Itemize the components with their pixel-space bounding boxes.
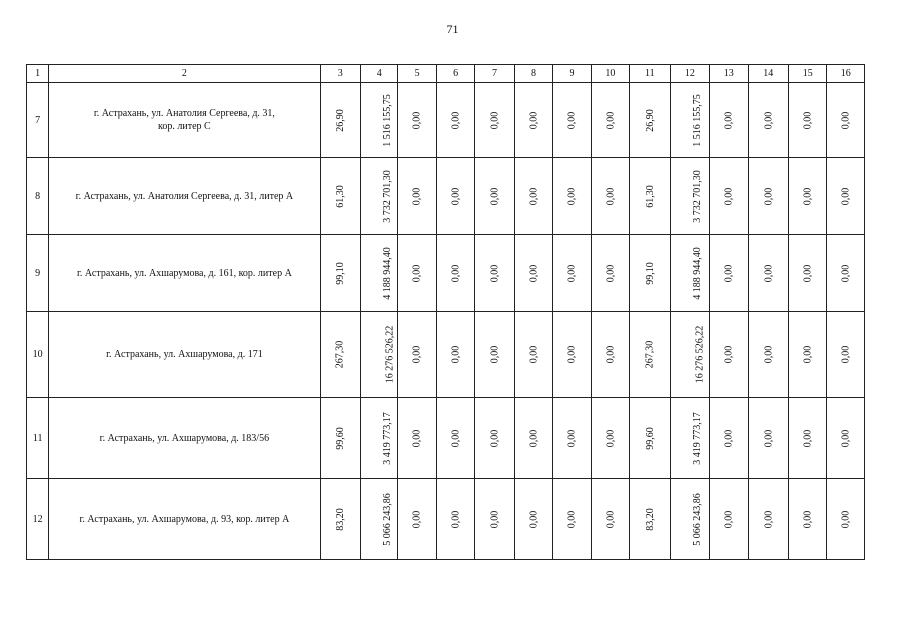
value-cell	[553, 83, 591, 158]
column-header: 14	[748, 65, 788, 83]
value-text: 0,00	[489, 345, 501, 364]
value-cell	[630, 312, 670, 398]
value-cell	[320, 235, 360, 312]
value-cell	[360, 235, 397, 312]
value-cell	[514, 479, 552, 560]
value-cell	[827, 83, 865, 158]
value-text: 1 516 155,75	[691, 93, 703, 147]
value-text: 0,00	[411, 510, 423, 528]
value-text: 5 066 243,86	[381, 492, 393, 546]
address-cell: г. Астрахань, ул. Анатолия Сергеева, д. 31, литер А	[49, 158, 320, 235]
value-cell	[475, 479, 514, 560]
value-text: 0,00	[489, 264, 501, 282]
value-cell	[514, 235, 552, 312]
value-text: 0,00	[762, 264, 774, 282]
value-text: 0,00	[604, 429, 616, 447]
value-text: 0,00	[762, 111, 774, 129]
value-cell	[398, 479, 436, 560]
value-text: 0,00	[840, 187, 852, 205]
value-text: 0,00	[566, 345, 578, 364]
value-cell	[827, 398, 865, 479]
value-cell	[436, 312, 474, 398]
value-cell	[514, 312, 552, 398]
value-text: 0,00	[411, 429, 423, 447]
value-cell	[748, 83, 788, 158]
value-text: 0,00	[840, 111, 852, 129]
value-cell	[789, 398, 827, 479]
value-text: 5 066 243,86	[691, 492, 703, 546]
value-text: 0,00	[450, 345, 462, 364]
value-text: 0,00	[411, 345, 423, 364]
value-text: 0,00	[528, 345, 539, 364]
value-cell	[789, 312, 827, 398]
value-text: 0,00	[566, 111, 578, 129]
row-number: 7	[27, 83, 49, 158]
value-cell	[710, 479, 748, 560]
column-header: 16	[827, 65, 865, 83]
value-cell	[630, 398, 670, 479]
value-cell	[789, 158, 827, 235]
value-cell	[360, 158, 397, 235]
value-text: 0,00	[723, 111, 735, 129]
address-cell: г. Астрахань, ул. Ахшарумова, д. 171	[49, 312, 320, 398]
value-text: 0,00	[528, 111, 539, 129]
value-text: 0,00	[762, 429, 774, 447]
value-cell	[436, 235, 474, 312]
value-cell	[360, 312, 397, 398]
value-cell	[710, 158, 748, 235]
table-row	[27, 312, 865, 398]
column-header: 5	[398, 65, 436, 83]
value-text: 99,60	[644, 426, 656, 450]
value-cell	[475, 235, 514, 312]
value-text: 61,30	[334, 184, 346, 208]
value-cell	[320, 312, 360, 398]
value-text: 0,00	[528, 510, 539, 528]
value-cell	[748, 235, 788, 312]
table-row	[27, 235, 865, 312]
value-cell	[398, 398, 436, 479]
value-text: 0,00	[762, 345, 774, 364]
value-cell	[553, 235, 591, 312]
value-text: 1 516 155,75	[381, 93, 393, 147]
value-cell	[553, 312, 591, 398]
value-text: 61,30	[644, 184, 656, 208]
value-text: 0,00	[411, 111, 423, 129]
address-cell: г. Астрахань, ул. Анатолия Сергеева, д. 31, кор. литер С	[49, 83, 320, 158]
value-text: 0,00	[840, 510, 852, 528]
value-text: 0,00	[723, 187, 735, 205]
value-text: 267,30	[334, 340, 346, 369]
row-number: 12	[27, 479, 49, 560]
value-text: 0,00	[566, 429, 578, 447]
value-text: 0,00	[450, 429, 462, 447]
value-text: 267,30	[644, 340, 656, 369]
table-row	[27, 83, 865, 158]
value-cell	[436, 158, 474, 235]
value-cell	[553, 158, 591, 235]
value-text: 99,60	[334, 426, 346, 450]
value-cell	[591, 235, 629, 312]
value-cell	[670, 398, 709, 479]
value-cell	[789, 83, 827, 158]
value-text: 0,00	[802, 264, 814, 282]
value-text: 0,00	[723, 264, 735, 282]
value-cell	[827, 158, 865, 235]
value-text: 0,00	[489, 510, 501, 528]
value-cell	[670, 479, 709, 560]
value-cell	[630, 158, 670, 235]
address-cell: г. Астрахань, ул. Ахшарумова, д. 161, кор. литер А	[49, 235, 320, 312]
value-text: 0,00	[604, 264, 616, 282]
value-text: 0,00	[450, 187, 462, 205]
value-text: 0,00	[411, 187, 423, 205]
value-cell	[748, 158, 788, 235]
value-text: 0,00	[604, 345, 616, 364]
value-cell	[670, 158, 709, 235]
value-text: 0,00	[840, 345, 852, 364]
value-text: 0,00	[489, 111, 501, 129]
value-text: 3 732 701,30	[691, 169, 703, 223]
value-text: 3 419 773,17	[691, 411, 703, 465]
value-text: 99,10	[644, 261, 656, 285]
value-text: 0,00	[528, 264, 539, 282]
value-text: 16 276 526,22	[384, 325, 396, 384]
value-cell	[475, 312, 514, 398]
value-cell	[591, 158, 629, 235]
value-cell	[436, 83, 474, 158]
page-number: 71	[446, 22, 459, 36]
column-header: 8	[514, 65, 552, 83]
value-cell	[475, 398, 514, 479]
row-number: 10	[27, 312, 49, 398]
value-cell	[670, 312, 709, 398]
value-cell	[398, 312, 436, 398]
value-cell	[710, 235, 748, 312]
value-cell	[360, 398, 397, 479]
value-text: 0,00	[411, 264, 423, 282]
value-text: 0,00	[840, 264, 852, 282]
value-text: 0,00	[762, 510, 774, 528]
column-header: 3	[320, 65, 360, 83]
value-text: 0,00	[528, 187, 539, 205]
value-cell	[827, 479, 865, 560]
value-cell	[514, 83, 552, 158]
value-text: 0,00	[802, 429, 814, 447]
value-cell	[789, 235, 827, 312]
value-cell	[398, 158, 436, 235]
row-number: 9	[27, 235, 49, 312]
value-cell	[360, 479, 397, 560]
value-cell	[748, 312, 788, 398]
value-text: 0,00	[723, 429, 735, 447]
value-text: 0,00	[489, 429, 501, 447]
column-header: 13	[710, 65, 748, 83]
value-cell	[591, 312, 629, 398]
value-text: 83,20	[334, 507, 346, 531]
address-cell: г. Астрахань, ул. Ахшарумова, д. 183/56	[49, 398, 320, 479]
column-header: 1	[27, 65, 49, 83]
column-header: 12	[670, 65, 709, 83]
value-cell	[748, 398, 788, 479]
value-text: 99,10	[334, 261, 346, 285]
value-text: 3 732 701,30	[381, 169, 393, 223]
value-text: 0,00	[762, 187, 774, 205]
value-cell	[436, 479, 474, 560]
value-cell	[630, 479, 670, 560]
value-cell	[320, 398, 360, 479]
value-cell	[827, 235, 865, 312]
table-row	[27, 158, 865, 235]
header-row	[27, 65, 865, 83]
value-cell	[320, 158, 360, 235]
address-cell: г. Астрахань, ул. Ахшарумова, д. 93, кор. литер А	[49, 479, 320, 560]
value-cell	[630, 83, 670, 158]
value-text: 0,00	[604, 510, 616, 528]
value-text: 0,00	[528, 429, 539, 447]
column-header: 4	[360, 65, 397, 83]
table-row	[27, 398, 865, 479]
value-text: 0,00	[802, 510, 814, 528]
value-text: 16 276 526,22	[693, 325, 705, 384]
value-cell	[514, 398, 552, 479]
value-text: 0,00	[802, 187, 814, 205]
value-text: 0,00	[723, 510, 735, 528]
value-text: 83,20	[644, 507, 656, 531]
value-cell	[514, 158, 552, 235]
value-cell	[827, 312, 865, 398]
value-text: 0,00	[450, 510, 462, 528]
value-cell	[789, 479, 827, 560]
value-cell	[670, 235, 709, 312]
value-text: 0,00	[604, 111, 616, 129]
value-text: 0,00	[566, 187, 578, 205]
column-header: 2	[49, 65, 320, 83]
table-row	[27, 479, 865, 560]
value-cell	[360, 83, 397, 158]
value-text: 0,00	[489, 187, 501, 205]
value-cell	[710, 398, 748, 479]
column-header: 15	[789, 65, 827, 83]
value-text: 0,00	[840, 429, 852, 447]
value-text: 0,00	[604, 187, 616, 205]
column-header: 7	[475, 65, 514, 83]
value-cell	[475, 83, 514, 158]
value-text: 0,00	[723, 345, 735, 364]
value-cell	[320, 83, 360, 158]
value-cell	[710, 83, 748, 158]
value-cell	[398, 83, 436, 158]
value-text: 0,00	[566, 264, 578, 282]
value-cell	[475, 158, 514, 235]
column-header: 9	[553, 65, 591, 83]
row-number: 11	[27, 398, 49, 479]
value-text: 26,90	[334, 108, 346, 132]
value-text: 4 188 944,40	[381, 246, 393, 300]
column-header: 6	[436, 65, 474, 83]
column-header: 10	[591, 65, 629, 83]
value-cell	[670, 83, 709, 158]
value-text: 0,00	[802, 111, 814, 129]
value-cell	[553, 479, 591, 560]
value-cell	[630, 235, 670, 312]
value-text: 0,00	[450, 264, 462, 282]
value-cell	[553, 398, 591, 479]
value-text: 0,00	[802, 345, 814, 364]
value-text: 0,00	[450, 111, 462, 129]
value-cell	[320, 479, 360, 560]
value-cell	[591, 398, 629, 479]
value-cell	[748, 479, 788, 560]
value-text: 3 419 773,17	[381, 411, 393, 465]
value-cell	[436, 398, 474, 479]
data-table	[26, 64, 865, 560]
value-cell	[591, 83, 629, 158]
column-header: 11	[630, 65, 670, 83]
value-cell	[710, 312, 748, 398]
value-text: 26,90	[644, 108, 656, 132]
row-number: 8	[27, 158, 49, 235]
value-text: 4 188 944,40	[691, 246, 703, 300]
value-cell	[398, 235, 436, 312]
table-body	[27, 65, 865, 560]
value-cell	[591, 479, 629, 560]
value-text: 0,00	[566, 510, 578, 528]
